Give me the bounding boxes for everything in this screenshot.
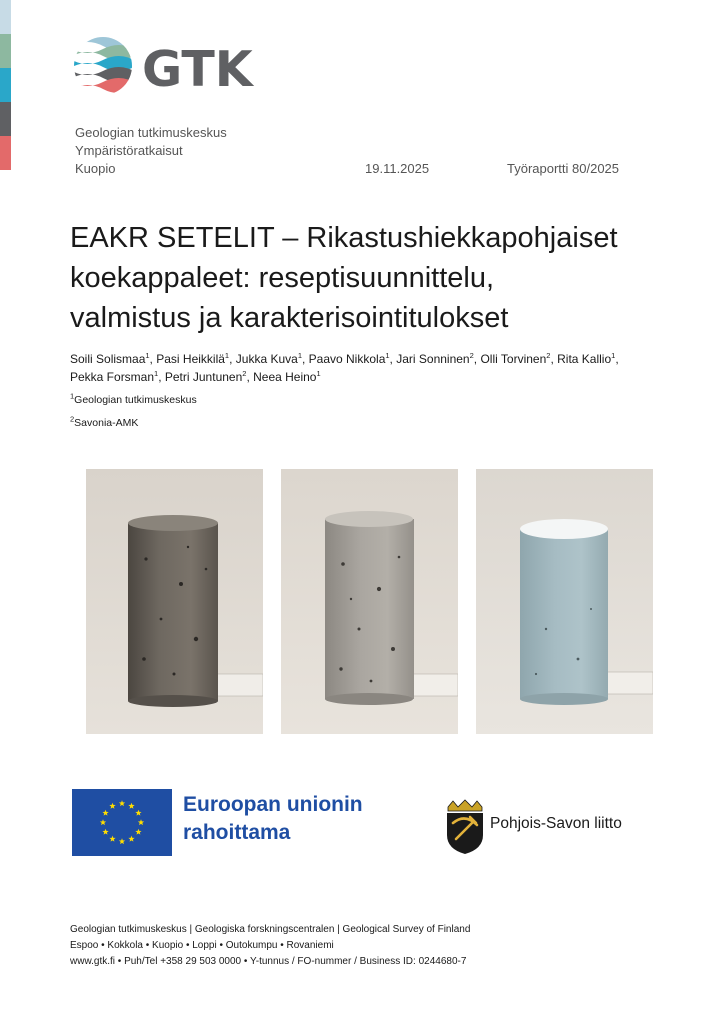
brand-stripe-3 bbox=[0, 68, 11, 102]
specimen-photo-grey bbox=[281, 469, 458, 734]
author: Pasi Heikkilä bbox=[156, 352, 225, 366]
footer-contact-line: www.gtk.fi • Puh/Tel +358 29 503 0000 • Y-tunnus / FO-nummer / Business ID: 0244680-7 bbox=[70, 956, 467, 967]
report-number: Työraportti 80/2025 bbox=[507, 161, 620, 176]
author: Petri Juntunen bbox=[164, 370, 243, 384]
footer-offices-line: Espoo • Kokkola • Kuopio • Loppi • Outokumpu • Rovaniemi bbox=[70, 940, 334, 951]
gtk-wordmark: GTK bbox=[142, 41, 253, 96]
title-line-3: valmistus ja karakterisointitulokset bbox=[70, 302, 509, 334]
affiliation-2: $^2$Savonia-AMK bbox=[70, 414, 139, 429]
author: Neea Heino bbox=[253, 370, 317, 384]
brand-stripe-5 bbox=[0, 136, 11, 170]
report-date: 19.11.2025 bbox=[365, 161, 430, 176]
brand-stripe-2 bbox=[0, 34, 11, 68]
footer-org-line: Geologian tutkimuskeskus | Geologiska forskningscentralen | Geological Survey of Finland bbox=[70, 924, 471, 935]
unit-name: Ympäristöratkaisut bbox=[75, 143, 183, 158]
org-name: Geologian tutkimuskeskus bbox=[75, 125, 227, 140]
author: Jukka Kuva bbox=[235, 352, 298, 366]
eu-flag-icon bbox=[72, 789, 172, 856]
affiliation-1: $^1$Geologian tutkimuskeskus bbox=[70, 391, 197, 406]
eu-text-line-1: Euroopan unionin bbox=[183, 793, 363, 816]
brand-stripe-1 bbox=[0, 0, 11, 34]
author-list: Soili Solismaa$^1$, Pasi Heikkilä$^1$, Jukka Kuva$^1$, Paavo Nikkola$^1$, Jari Sonninen$^2$, Olli Torvinen$^2$, Rita Kallio$^1$, Pekka Forsman$^1$, Petri Juntunen$^2$, Neea Heino$^1$ bbox=[70, 351, 619, 384]
city: Kuopio bbox=[75, 161, 116, 176]
specimen-photo-blue bbox=[476, 469, 653, 734]
document-title bbox=[70, 218, 670, 338]
funding-logos bbox=[72, 789, 652, 859]
eu-funding-text bbox=[183, 791, 363, 847]
author: Pekka Forsman bbox=[70, 370, 155, 384]
gtk-logo bbox=[72, 36, 282, 96]
specimen-photo-dark bbox=[86, 469, 263, 734]
title-line-1: EAKR SETELIT – Rikastushiekkapohjaiset bbox=[70, 222, 618, 254]
author: Paavo Nikkola bbox=[308, 352, 386, 366]
brand-stripe-4 bbox=[0, 102, 11, 136]
eu-text-line-2: rahoittama bbox=[183, 821, 291, 844]
regional-council-name: Pohjois-Savon liitto bbox=[490, 815, 622, 832]
author: Soili Solismaa bbox=[70, 352, 146, 366]
author: Rita Kallio bbox=[557, 352, 612, 366]
header-info bbox=[75, 124, 635, 178]
pohjois-savo-crest-icon bbox=[444, 799, 486, 855]
author: Olli Torvinen bbox=[480, 352, 547, 366]
author: Jari Sonninen bbox=[396, 352, 470, 366]
title-line-2: koekappaleet: reseptisuunnittelu, bbox=[70, 262, 495, 294]
page-footer bbox=[70, 922, 470, 970]
